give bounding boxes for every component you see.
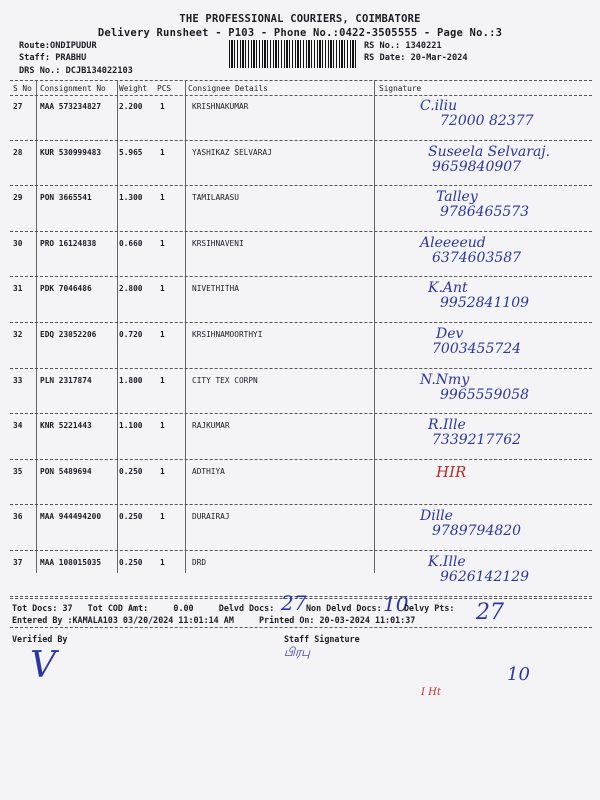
runsheet-subtitle: Delivery Runsheet - P103 - Phone No.:0422-3505555 - Page No.:3 (97, 27, 503, 39)
row-sno: 28 (13, 147, 23, 157)
row-consignee: ADTHIYA (192, 466, 225, 476)
staff-value: PRABHU (55, 53, 87, 63)
row-signature-phone: 9789794820 (432, 523, 522, 540)
row-sno: 32 (13, 330, 23, 339)
row-pcs: 1 (160, 284, 165, 294)
row-weight: 2.800 (119, 284, 143, 294)
row-separator (10, 413, 592, 414)
row-signature: Suseela Selvaraj. (428, 143, 551, 160)
row-consignee: DRD (192, 558, 207, 567)
drs-label: DRS No.: (19, 66, 61, 76)
row-consignment-no: PRO 16124838 (40, 238, 97, 248)
row-pcs: 1 (160, 102, 165, 111)
row-signature: K.Ille (428, 554, 466, 570)
col-consignee: Consignee Details (188, 84, 268, 93)
runsheet-title: THE PROFESSIONAL COURIERS, COIMBATORE (179, 13, 421, 25)
row-sno: 35 (13, 466, 23, 476)
rs-no-field (364, 41, 442, 51)
row-consignment-no: MAA 944494200 (40, 512, 102, 522)
row-weight: 0.250 (119, 512, 143, 522)
row-signature-phone: 9965559058 (440, 386, 530, 403)
row-separator (10, 140, 592, 141)
non-delvd-label: Non Delvd Docs: (306, 603, 382, 613)
row-sno: 34 (13, 421, 23, 431)
row-sno: 27 (13, 102, 23, 111)
totals-line (12, 603, 274, 613)
row-signature: C.iliu (420, 98, 458, 114)
tot-docs-label: Tot Docs: (12, 603, 58, 613)
row-signature: R.Ille (428, 417, 466, 434)
row-signature: K.Ant (428, 280, 468, 297)
row-signature-phone: 6374603587 (432, 249, 522, 266)
margin-note: 10 (507, 664, 530, 685)
rs-date-label: RS Date: (364, 53, 406, 63)
printed-on: Printed On: 20-03-2024 11:01:37 (259, 615, 416, 625)
row-signature-phone: 9786465573 (440, 204, 530, 221)
row-weight: 5.965 (119, 147, 143, 157)
row-separator (10, 231, 592, 232)
row-consignment-no: PON 3665541 (40, 193, 92, 203)
row-pcs: 1 (160, 558, 165, 567)
row-sno: 37 (13, 558, 23, 567)
row-consignment-no: KUR 530999483 (40, 147, 102, 157)
row-consignment-no: MAA 108015035 (40, 558, 102, 567)
row-sno: 30 (13, 238, 23, 248)
staff-signature-hand: பிரபு (284, 645, 311, 659)
table-top-rule (10, 80, 592, 81)
margin-note-red: I Ht (421, 687, 441, 698)
footer-bottom-rule (10, 627, 592, 628)
row-consignment-no: MAA 573234827 (40, 102, 102, 111)
tot-cod-label: Tot COD Amt: (87, 603, 149, 613)
row-separator (10, 322, 592, 323)
tot-docs-value: 37 (62, 603, 73, 613)
row-consignment-no: KNR 5221443 (40, 421, 92, 431)
rs-no-label: RS No.: (364, 41, 401, 51)
row-separator (10, 276, 592, 277)
rs-date-value: 20-Mar-2024 (410, 53, 468, 63)
rs-no-value: 1340221 (405, 41, 442, 51)
row-sno: 29 (13, 193, 23, 203)
row-signature: Aleeeeud (420, 234, 486, 251)
row-consignee: NIVETHITHA (192, 284, 239, 294)
row-weight: 0.250 (119, 466, 143, 476)
route-value: ONDIPUDUR (50, 41, 97, 51)
delvd-docs-value: 27 (281, 591, 307, 615)
tot-cod-value: 0.00 (173, 603, 194, 613)
row-signature-phone: 7339217762 (432, 432, 522, 449)
row-separator (10, 185, 592, 186)
delvy-pts-value: 27 (476, 600, 504, 625)
row-pcs: 1 (160, 512, 165, 522)
row-consignee: CITY TEX CORPN (192, 375, 258, 385)
drs-value: DCJB134022103 (65, 66, 133, 76)
col-sno: S No (13, 84, 32, 93)
staff-signature-label: Staff Signature (284, 634, 360, 644)
row-separator (10, 504, 592, 505)
column-divider (185, 80, 186, 573)
row-consignment-no: PON 5489694 (40, 466, 92, 476)
row-consignment-no: PDK 7046486 (40, 284, 92, 294)
verified-by-label: Verified By (12, 634, 68, 644)
column-divider (374, 80, 375, 573)
row-pcs: 1 (160, 193, 165, 203)
row-signature-phone: 72000 82377 (440, 113, 534, 129)
rs-date-field (364, 53, 468, 63)
row-signature-phone: 9626142129 (440, 569, 530, 585)
staff-label: Staff: (19, 53, 51, 63)
row-weight: 2.200 (119, 102, 143, 111)
row-consignee: KRSIHNAVENI (192, 238, 244, 248)
delvy-pts-label: Delvy Pts: (404, 603, 455, 613)
delvd-docs-label: Delvd Docs: (218, 603, 275, 613)
verified-mark: V (30, 645, 56, 686)
row-sno: 36 (13, 512, 23, 522)
row-sno: 31 (13, 284, 23, 294)
row-consignee: DURAIRAJ (192, 512, 230, 522)
entered-by: Entered By :KAMALA103 03/20/2024 11:01:14 AM (12, 615, 234, 625)
staff-field (19, 53, 86, 63)
route-field (19, 41, 97, 51)
row-consignee: KRISHNAKUMAR (192, 102, 249, 111)
row-pcs: 1 (160, 147, 165, 157)
row-pcs: 1 (160, 238, 165, 248)
row-signature-phone: 9952841109 (440, 295, 530, 312)
row-signature-phone: 9659840907 (432, 158, 522, 175)
column-divider (117, 80, 118, 573)
drs-field (19, 66, 133, 76)
row-weight: 1.300 (119, 193, 143, 203)
row-weight: 0.720 (119, 330, 143, 339)
row-consignment-no: PLN 2317874 (40, 375, 92, 385)
row-weight: 0.660 (119, 238, 143, 248)
column-divider (36, 80, 37, 573)
row-separator (10, 368, 592, 369)
row-signature: N.Nmy (420, 371, 470, 388)
route-label: Route: (19, 41, 51, 51)
row-pcs: 1 (160, 421, 165, 431)
row-weight: 0.250 (119, 558, 143, 567)
row-consignee: TAMILARASU (192, 193, 239, 203)
row-pcs: 1 (160, 330, 165, 339)
row-consignee: RAJKUMAR (192, 421, 230, 431)
row-separator (10, 459, 592, 460)
non-delvd-value: 10 (383, 592, 409, 616)
row-signature: HIR (436, 462, 467, 481)
row-signature: Talley (436, 189, 478, 206)
col-signature: Signature (379, 84, 422, 93)
row-consignee: KRSIHNAMOORTHYI (192, 330, 263, 339)
row-weight: 1.100 (119, 421, 143, 431)
col-weight: Weight (119, 84, 148, 93)
row-signature: Dille (420, 508, 453, 525)
row-pcs: 1 (160, 466, 165, 476)
row-consignment-no: EDQ 23852206 (40, 330, 97, 339)
table-header-rule (10, 95, 592, 96)
row-separator (10, 550, 592, 551)
row-weight: 1.800 (119, 375, 143, 385)
barcode (229, 40, 358, 68)
row-pcs: 1 (160, 375, 165, 385)
row-consignee: YASHIKAZ SELVARAJ (192, 147, 272, 157)
col-pcs: PCS (157, 84, 172, 93)
col-consignment: Consignment No (40, 84, 106, 93)
row-signature: Dev (436, 326, 464, 342)
row-signature-phone: 7003455724 (432, 341, 522, 357)
row-sno: 33 (13, 375, 23, 385)
